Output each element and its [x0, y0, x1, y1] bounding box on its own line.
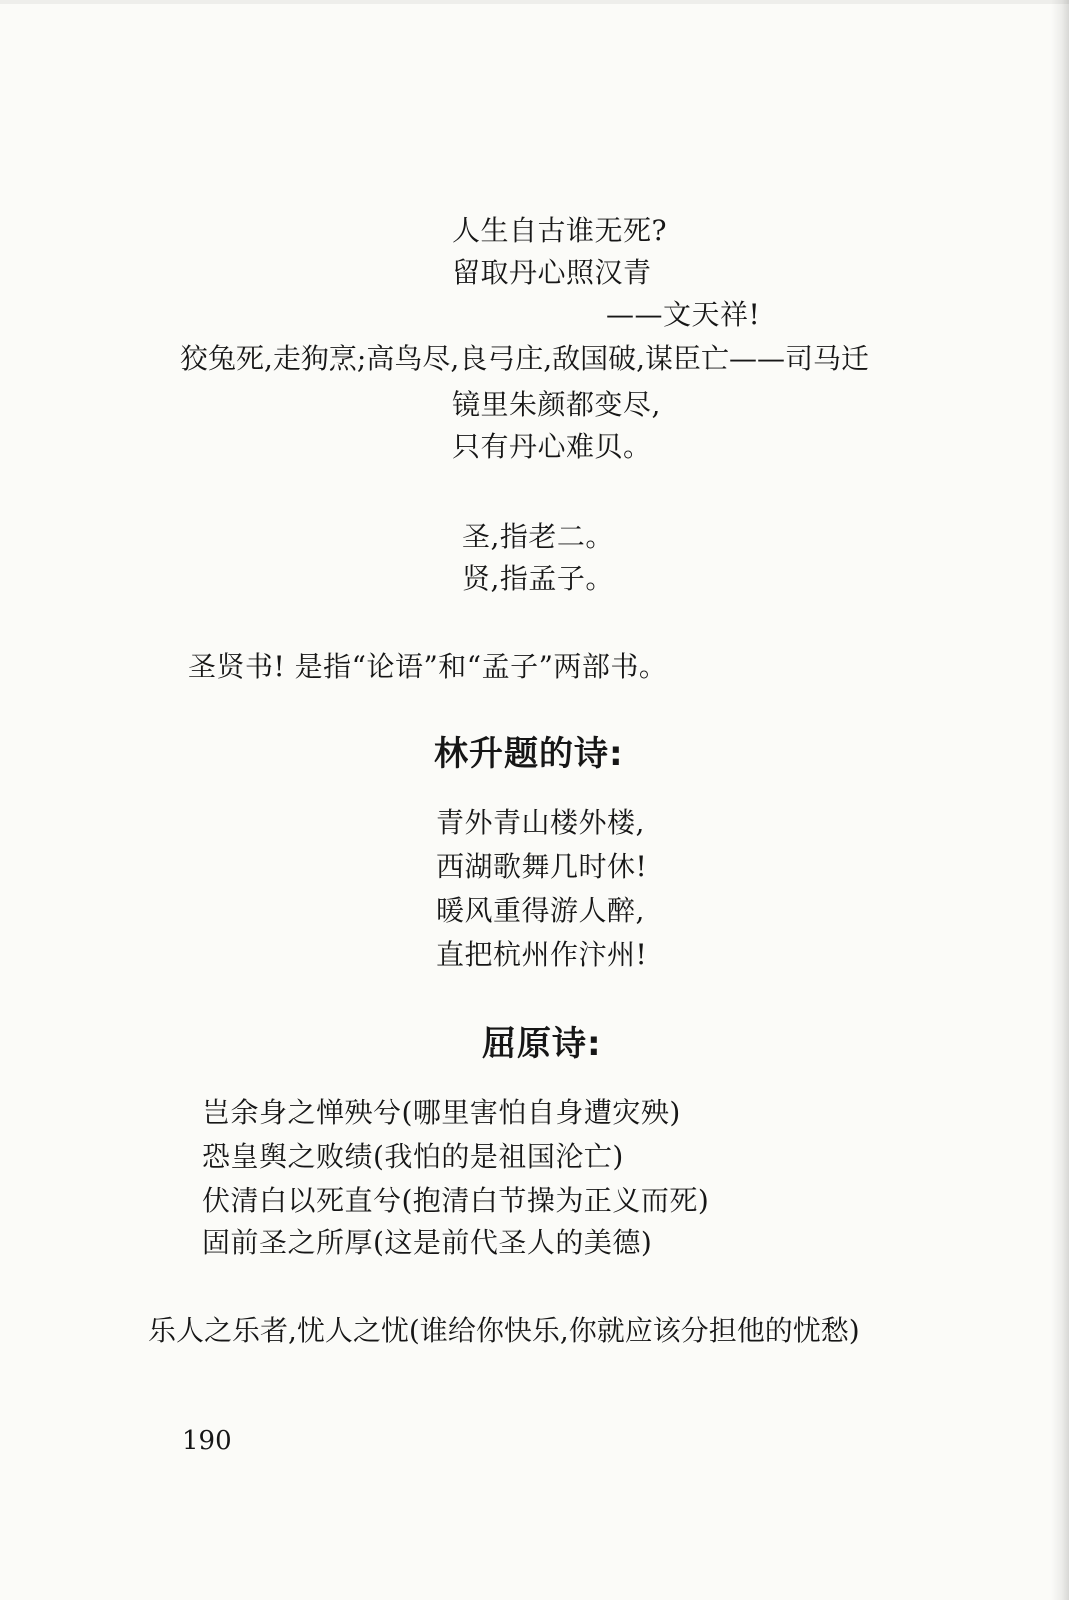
lin-sheng-poem-title: 林升题的诗:	[434, 734, 624, 774]
qu-yuan-poem-line-2: 恐皇舆之败绩(我怕的是祖国沦亡)	[202, 1140, 624, 1173]
qu-yuan-poem-line-1: 岂余身之惮殃兮(哪里害怕自身遭灾殃)	[202, 1096, 681, 1129]
page-top-edge	[0, 0, 1069, 4]
sima-qian-quote: 狡兔死,走狗烹;高鸟尽,良弓庄,敌国破,谋臣亡——司马迁	[180, 342, 870, 375]
qu-yuan-poem-line-3: 伏清白以死直兮(抱清白节操为正义而死)	[202, 1184, 710, 1217]
wen-tianxiang-attribution: ——文天祥!	[606, 298, 761, 331]
lin-sheng-poem-line-2: 西湖歌舞几时休!	[436, 850, 648, 883]
definition-xian: 贤,指孟子。	[462, 562, 614, 595]
wen-tianxiang-line-1: 人生自古谁无死?	[452, 214, 668, 247]
lin-sheng-poem-line-4: 直把杭州作汴州!	[436, 938, 648, 971]
loyal-heart-line-2: 只有丹心难贝。	[452, 430, 652, 463]
page-number: 190	[182, 1426, 232, 1456]
loyal-heart-line-1: 镜里朱颜都变尽,	[452, 388, 661, 421]
lin-sheng-poem-line-3: 暖风重得游人醉,	[436, 894, 645, 927]
lin-sheng-poem-line-1: 青外青山楼外楼,	[436, 806, 645, 839]
qu-yuan-poem-line-4: 固前圣之所厚(这是前代圣人的美德)	[202, 1226, 653, 1259]
definition-sheng: 圣,指老二。	[462, 520, 614, 553]
page-binding-edge	[1051, 0, 1069, 1600]
wen-tianxiang-line-2: 留取丹心照汉青	[452, 256, 652, 289]
qu-yuan-poem-title: 屈原诗:	[482, 1024, 602, 1064]
sage-books-note: 圣贤书! 是指“论语”和“孟子”两部书。	[188, 650, 668, 683]
closing-line: 乐人之乐者,忧人之忧(谁给你快乐,你就应该分担他的忧愁)	[148, 1314, 860, 1347]
